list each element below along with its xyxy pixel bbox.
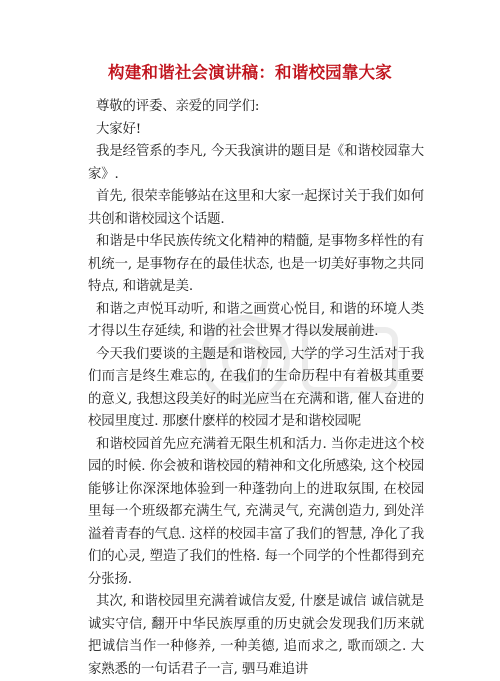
paragraph: 和谐校园首先应充满着无限生机和活力. 当你走进这个校园的时候. 你会被和谐校园的精神和文化所感染, 这个校园能够让你深深地体验到一种蓬勃向上的进取氛围, 在校园里每一个班级都充满生气, 充满灵气, 充满创造力, 到处洋溢着青春的气息. 这样的校园丰富了我们的智慧, 净化了我们的心灵, 塑造了我们的性格. 每一个同学的个性都得到充分张扬. xyxy=(88,436,424,587)
document-body xyxy=(88,96,424,681)
document-title: 构建和谐社会演讲稿：和谐校园靠大家 xyxy=(108,63,392,82)
paragraph: 和谐是中华民族传统文化精神的精髓, 是事物多样性的有机统一, 是事物存在的最佳状态, 也是一切美好事物之共同特点, 和谐就是美. xyxy=(88,234,424,294)
paragraph: 和谐之声悦耳动听, 和谐之画赏心悦目, 和谐的环境人类才得以生存延续, 和谐的社会世界才得以发展前进. xyxy=(88,301,424,339)
greeting: 大家好! xyxy=(96,121,141,137)
paragraph: 其次, 和谐校园里充满着诚信友爱, 什麽是诚信 诚信就是诚实守信, 翻开中华民族厚重的历史就会发现我们历来就把诚信当作一种修养, 一种美德, 追而求之, 歌而颂之. 大家熟悉的一句话君子一言, 驷马难追讲 xyxy=(88,594,424,677)
salutation: 尊敬的评委、亲爱的同学们: xyxy=(96,99,260,114)
paragraph: 今天我们要谈的主题是和谐校园, 大学的学习生活对于我们而言是终生难忘的, 在我们的生命历程中有着极其重要的意义, 我想这段美好的时光应当在充满和谐, 催人奋进的校园里度过. 那麽什麽样的校园才是和谐校园呢 xyxy=(88,346,424,429)
paragraph: 我是经管系的李凡, 今天我演讲的题目是《和谐校园靠大家》. xyxy=(88,144,424,182)
paragraph: 首先, 很荣幸能够站在这里和大家一起探讨关于我们如何共创和谐校园这个话题. xyxy=(88,189,424,227)
